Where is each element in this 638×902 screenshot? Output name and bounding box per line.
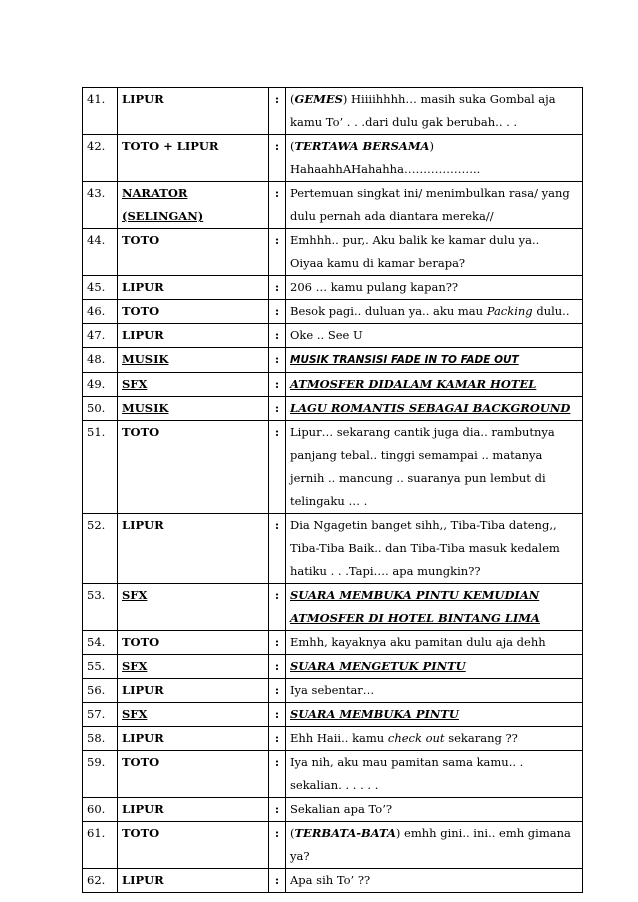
separator-colon: : <box>269 182 286 229</box>
dialogue-segment: Dia Ngagetin banget sihh,, Tiba-Tiba dateng,, Tiba-Tiba Baik.. dan Tiba-Tiba masuk kedalem hatiku . . .Tapi…. apa mungkin?? <box>290 518 560 578</box>
speaker-name: SFX <box>118 703 269 727</box>
table-row <box>83 584 583 631</box>
row-number: 41. <box>83 88 118 135</box>
dialogue-segment: ) Hiiiihhhh… masih suka Gombal aja kamu To’ . . .dari dulu gak berubah.. . . <box>290 92 556 129</box>
table-row <box>83 373 583 397</box>
dialogue-segment: Iya nih, aku mau pamitan sama kamu.. . sekalian. . . . . . <box>290 755 524 792</box>
speaker-name: LIPUR <box>118 869 269 893</box>
dialogue-text <box>286 300 583 324</box>
dialogue-segment: ATMOSFER DIDALAM KAMAR HOTEL <box>290 377 537 391</box>
dialogue-segment: ( <box>290 92 295 106</box>
dialogue-segment: Pertemuan singkat ini/ menimbulkan rasa/ yang dulu pernah ada diantara mereka// <box>290 186 570 223</box>
speaker-name: NARATOR (SELINGAN) <box>118 182 269 229</box>
row-number: 46. <box>83 300 118 324</box>
dialogue-text <box>286 229 583 276</box>
dialogue-segment: Emhhh.. pur,. Aku balik ke kamar dulu ya.. <box>290 233 540 247</box>
separator-colon: : <box>269 584 286 631</box>
dialogue-text <box>286 348 583 373</box>
separator-colon: : <box>269 397 286 421</box>
separator-colon: : <box>269 514 286 584</box>
dialogue-segment: SUARA MEMBUKA PINTU <box>290 707 459 721</box>
table-row <box>83 300 583 324</box>
dialogue-segment: Oiyaa kamu di kamar berapa? <box>290 256 466 270</box>
dialogue-text <box>286 679 583 703</box>
dialogue-segment: ) HahaahhAHahahha……………….. <box>290 139 481 176</box>
row-number: 53. <box>83 584 118 631</box>
table-row <box>83 798 583 822</box>
dialogue-text <box>286 869 583 893</box>
dialogue-text <box>286 373 583 397</box>
dialogue-segment: TERBATA-BATA <box>294 826 396 840</box>
table-row <box>83 348 583 373</box>
row-number: 43. <box>83 182 118 229</box>
speaker-name: TOTO <box>118 751 269 798</box>
dialogue-text <box>286 276 583 300</box>
speaker-name: LIPUR <box>118 88 269 135</box>
dialogue-segment: GEMES <box>294 92 343 106</box>
separator-colon: : <box>269 869 286 893</box>
speaker-name: TOTO <box>118 631 269 655</box>
row-number: 50. <box>83 397 118 421</box>
dialogue-segment: Iya sebentar… <box>290 683 375 697</box>
separator-colon: : <box>269 679 286 703</box>
table-row <box>83 135 583 182</box>
table-row <box>83 324 583 348</box>
dialogue-segment: Emhh, kayaknya aku pamitan dulu aja dehh <box>290 635 546 649</box>
speaker-name: TOTO + LIPUR <box>118 135 269 182</box>
dialogue-segment: MUSIK TRANSISI FADE IN TO FADE OUT <box>290 354 519 366</box>
dialogue-text <box>286 631 583 655</box>
separator-colon: : <box>269 798 286 822</box>
separator-colon: : <box>269 421 286 514</box>
table-row <box>83 679 583 703</box>
speaker-name: TOTO <box>118 300 269 324</box>
dialogue-segment: sekarang ?? <box>444 731 518 745</box>
row-number: 57. <box>83 703 118 727</box>
dialogue-segment: 206 … kamu pulang kapan?? <box>290 280 459 294</box>
dialogue-text <box>286 135 583 182</box>
speaker-name: LIPUR <box>118 679 269 703</box>
table-row <box>83 631 583 655</box>
row-number: 62. <box>83 869 118 893</box>
separator-colon: : <box>269 348 286 373</box>
dialogue-segment: dulu.. <box>532 304 570 318</box>
speaker-name: MUSIK <box>118 348 269 373</box>
separator-colon: : <box>269 229 286 276</box>
dialogue-text <box>286 822 583 869</box>
script-table <box>82 87 583 893</box>
row-number: 47. <box>83 324 118 348</box>
dialogue-text <box>286 703 583 727</box>
speaker-name: SFX <box>118 584 269 631</box>
speaker-name: TOTO <box>118 229 269 276</box>
dialogue-text <box>286 655 583 679</box>
dialogue-text <box>286 727 583 751</box>
dialogue-segment: SUARA MEMBUKA PINTU KEMUDIAN ATMOSFER DI HOTEL BINTANG LIMA <box>290 588 540 625</box>
dialogue-segment: check out <box>387 731 445 745</box>
separator-colon: : <box>269 727 286 751</box>
row-number: 54. <box>83 631 118 655</box>
dialogue-text <box>286 88 583 135</box>
row-number: 56. <box>83 679 118 703</box>
speaker-name: LIPUR <box>118 798 269 822</box>
separator-colon: : <box>269 276 286 300</box>
row-number: 52. <box>83 514 118 584</box>
row-number: 59. <box>83 751 118 798</box>
separator-colon: : <box>269 135 286 182</box>
separator-colon: : <box>269 703 286 727</box>
table-row <box>83 276 583 300</box>
separator-colon: : <box>269 655 286 679</box>
separator-colon: : <box>269 822 286 869</box>
row-number: 51. <box>83 421 118 514</box>
speaker-name: SFX <box>118 655 269 679</box>
speaker-name: TOTO <box>118 421 269 514</box>
dialogue-text <box>286 397 583 421</box>
table-row <box>83 88 583 135</box>
speaker-name: MUSIK <box>118 397 269 421</box>
dialogue-segment: Lipur… sekarang cantik juga dia.. rambutnya panjang tebal.. tinggi semampai .. matanya jernih .. mancung .. suaranya pun lembut di telingaku … . <box>290 425 555 508</box>
separator-colon: : <box>269 300 286 324</box>
separator-colon: : <box>269 631 286 655</box>
separator-colon: : <box>269 751 286 798</box>
table-row <box>83 751 583 798</box>
dialogue-segment: Packing <box>486 304 533 318</box>
separator-colon: : <box>269 373 286 397</box>
dialogue-text <box>286 751 583 798</box>
dialogue-text <box>286 324 583 348</box>
dialogue-segment: Oke .. See U <box>290 328 363 342</box>
table-row <box>83 727 583 751</box>
dialogue-segment: ( <box>290 826 295 840</box>
table-row <box>83 514 583 584</box>
speaker-name: TOTO <box>118 822 269 869</box>
row-number: 45. <box>83 276 118 300</box>
speaker-name: LIPUR <box>118 276 269 300</box>
dialogue-segment: Besok pagi.. duluan ya.. aku mau <box>290 304 487 318</box>
speaker-name: LIPUR <box>118 727 269 751</box>
dialogue-segment: Sekalian apa To’? <box>290 802 393 816</box>
row-number: 48. <box>83 348 118 373</box>
row-number: 55. <box>83 655 118 679</box>
dialogue-text <box>286 182 583 229</box>
separator-colon: : <box>269 88 286 135</box>
dialogue-text <box>286 421 583 514</box>
dialogue-segment: ( <box>290 139 295 153</box>
table-row <box>83 869 583 893</box>
dialogue-text <box>286 584 583 631</box>
dialogue-segment: LAGU ROMANTIS SEBAGAI BACKGROUND <box>290 401 571 415</box>
dialogue-segment: TERTAWA BERSAMA <box>294 139 430 153</box>
speaker-name: SFX <box>118 373 269 397</box>
table-row <box>83 182 583 229</box>
separator-colon: : <box>269 324 286 348</box>
row-number: 49. <box>83 373 118 397</box>
table-row <box>83 229 583 276</box>
speaker-name: LIPUR <box>118 514 269 584</box>
dialogue-text <box>286 798 583 822</box>
row-number: 61. <box>83 822 118 869</box>
row-number: 42. <box>83 135 118 182</box>
dialogue-segment: Apa sih To’ ?? <box>290 873 371 887</box>
row-number: 44. <box>83 229 118 276</box>
table-row <box>83 822 583 869</box>
row-number: 60. <box>83 798 118 822</box>
speaker-name: LIPUR <box>118 324 269 348</box>
table-row <box>83 397 583 421</box>
table-row <box>83 703 583 727</box>
script-rows <box>83 88 583 893</box>
row-number: 58. <box>83 727 118 751</box>
dialogue-segment: ) emhh gini.. ini.. emh gimana ya? <box>290 826 571 863</box>
dialogue-segment: SUARA MENGETUK PINTU <box>290 659 466 673</box>
dialogue-text <box>286 514 583 584</box>
table-row <box>83 421 583 514</box>
dialogue-segment: Ehh Haii.. kamu <box>290 731 388 745</box>
table-row <box>83 655 583 679</box>
